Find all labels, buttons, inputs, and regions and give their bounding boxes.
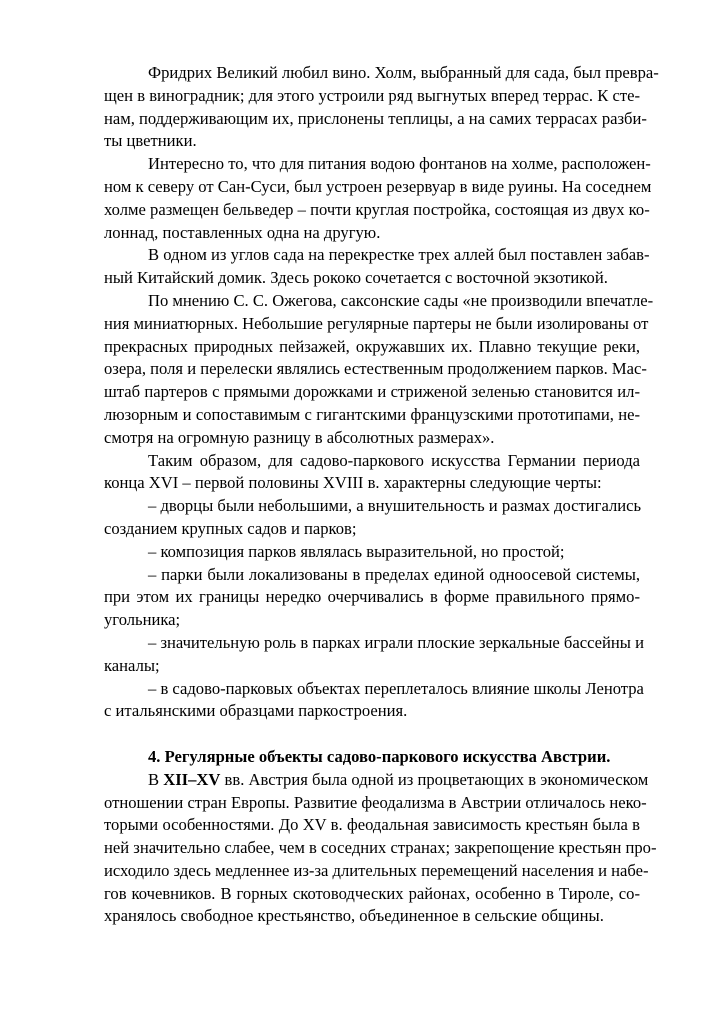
text-line: штаб партеров с прямыми дорожками и стриженой зеленью становится ил-	[104, 382, 640, 402]
text-fragment: вв. Австрия была одной из процветающих в экономическом	[220, 769, 649, 789]
text-line: ния миниатюрных. Небольшие регулярные партеры не были изолированы от	[104, 313, 649, 333]
austria-paragraph	[104, 769, 657, 929]
text-line	[104, 769, 649, 792]
text-line	[104, 814, 640, 837]
text-line: Таким образом, для садово-паркового искусства Германии периода	[148, 450, 640, 470]
text-fragment: В	[148, 769, 164, 789]
text-line: ты цветники.	[104, 131, 197, 151]
text-line: с итальянскими образцами паркостроения.	[104, 701, 408, 721]
bold-century-range: XII–XV	[163, 769, 221, 789]
text-line: каналы;	[104, 655, 160, 675]
text-line: конца XVI – первой половины XVIII в. характерны следующие черты:	[104, 473, 602, 493]
text-line	[104, 905, 640, 928]
document-page	[104, 62, 659, 928]
text-line: прекрасных природных пейзажей, окружавших их. Плавно текущие реки,	[104, 336, 640, 356]
text-line: В одном из углов сада на перекрестке трех аллей был поставлен забав-	[148, 245, 650, 265]
text-fragment: отношении стран Европы. Развитие феодализма в Австрии отличалось неко-	[104, 792, 647, 812]
body-text	[104, 62, 659, 723]
text-line: при этом их границы нередко очерчивались в форме правильного прямо-	[104, 587, 640, 607]
text-fragment: хранялось свободное крестьянство, объединенное в сельские общины.	[104, 906, 604, 926]
text-line: созданием крупных садов и парков;	[104, 518, 357, 538]
text-line: нам, поддерживающим их, прислонены теплицы, а на самих террасах разби-	[104, 108, 647, 128]
text-line: – значительную роль в парках играли плоские зеркальные бассейны и	[148, 632, 644, 652]
text-line	[104, 837, 657, 860]
text-fragment: исходило здесь медленнее из-за длительных перемещений населения и набе-	[104, 860, 649, 880]
text-line: ном к северу от Сан-Суси, был устроен резервуар в виде руины. На соседнем	[104, 176, 652, 196]
text-line: люзорным и сопоставимым с гигантскими французскими прототипами, не-	[104, 404, 640, 424]
text-line	[104, 883, 640, 906]
text-line: – в садово-парковых объектах переплеталось влияние школы Ленотра	[148, 678, 644, 698]
text-line: – дворцы были небольшими, а внушительность и размах достигались	[148, 496, 642, 516]
text-line: смотря на огромную разницу в абсолютных размерах».	[104, 427, 495, 447]
text-fragment: ней значительно слабее, чем в соседних странах; закрепощение крестьян про-	[104, 838, 657, 858]
text-line: озера, поля и перелески являлись естественным продолжением парков. Мас-	[104, 359, 647, 379]
text-line	[104, 860, 649, 883]
section-heading: 4. Регулярные объекты садово-паркового искусства Австрии.	[148, 746, 611, 766]
text-line: Интересно то, что для питания водою фонтанов на холме, расположен-	[148, 154, 651, 174]
text-fragment: торыми особенностями. До XV в. феодальная зависимость крестьян была в	[104, 815, 640, 835]
text-line: холме размещен бельведер – почти круглая постройка, состоящая из двух ко-	[104, 199, 650, 219]
text-line: Фридрих Великий любил вино. Холм, выбранный для сада, был превра-	[148, 63, 659, 82]
text-line: щен в виноградник; для этого устроили ряд выгнутых вперед террас. К сте-	[104, 85, 640, 105]
text-fragment: гов кочевников. В горных скотоводческих районах, особенно в Тироле, со-	[104, 883, 640, 903]
text-line: лоннад, поставленных одна на другую.	[104, 222, 381, 242]
text-line: По мнению С. С. Ожегова, саксонские сады «не производили впечатле-	[148, 290, 654, 310]
text-line: угольника;	[104, 610, 181, 630]
text-line: – парки были локализованы в пределах единой одноосевой системы,	[148, 564, 640, 584]
text-line: – композиция парков являлась выразительной, но простой;	[148, 541, 565, 561]
text-line: ный Китайский домик. Здесь рококо сочетается с восточной экзотикой.	[104, 268, 608, 288]
text-line	[104, 792, 647, 815]
